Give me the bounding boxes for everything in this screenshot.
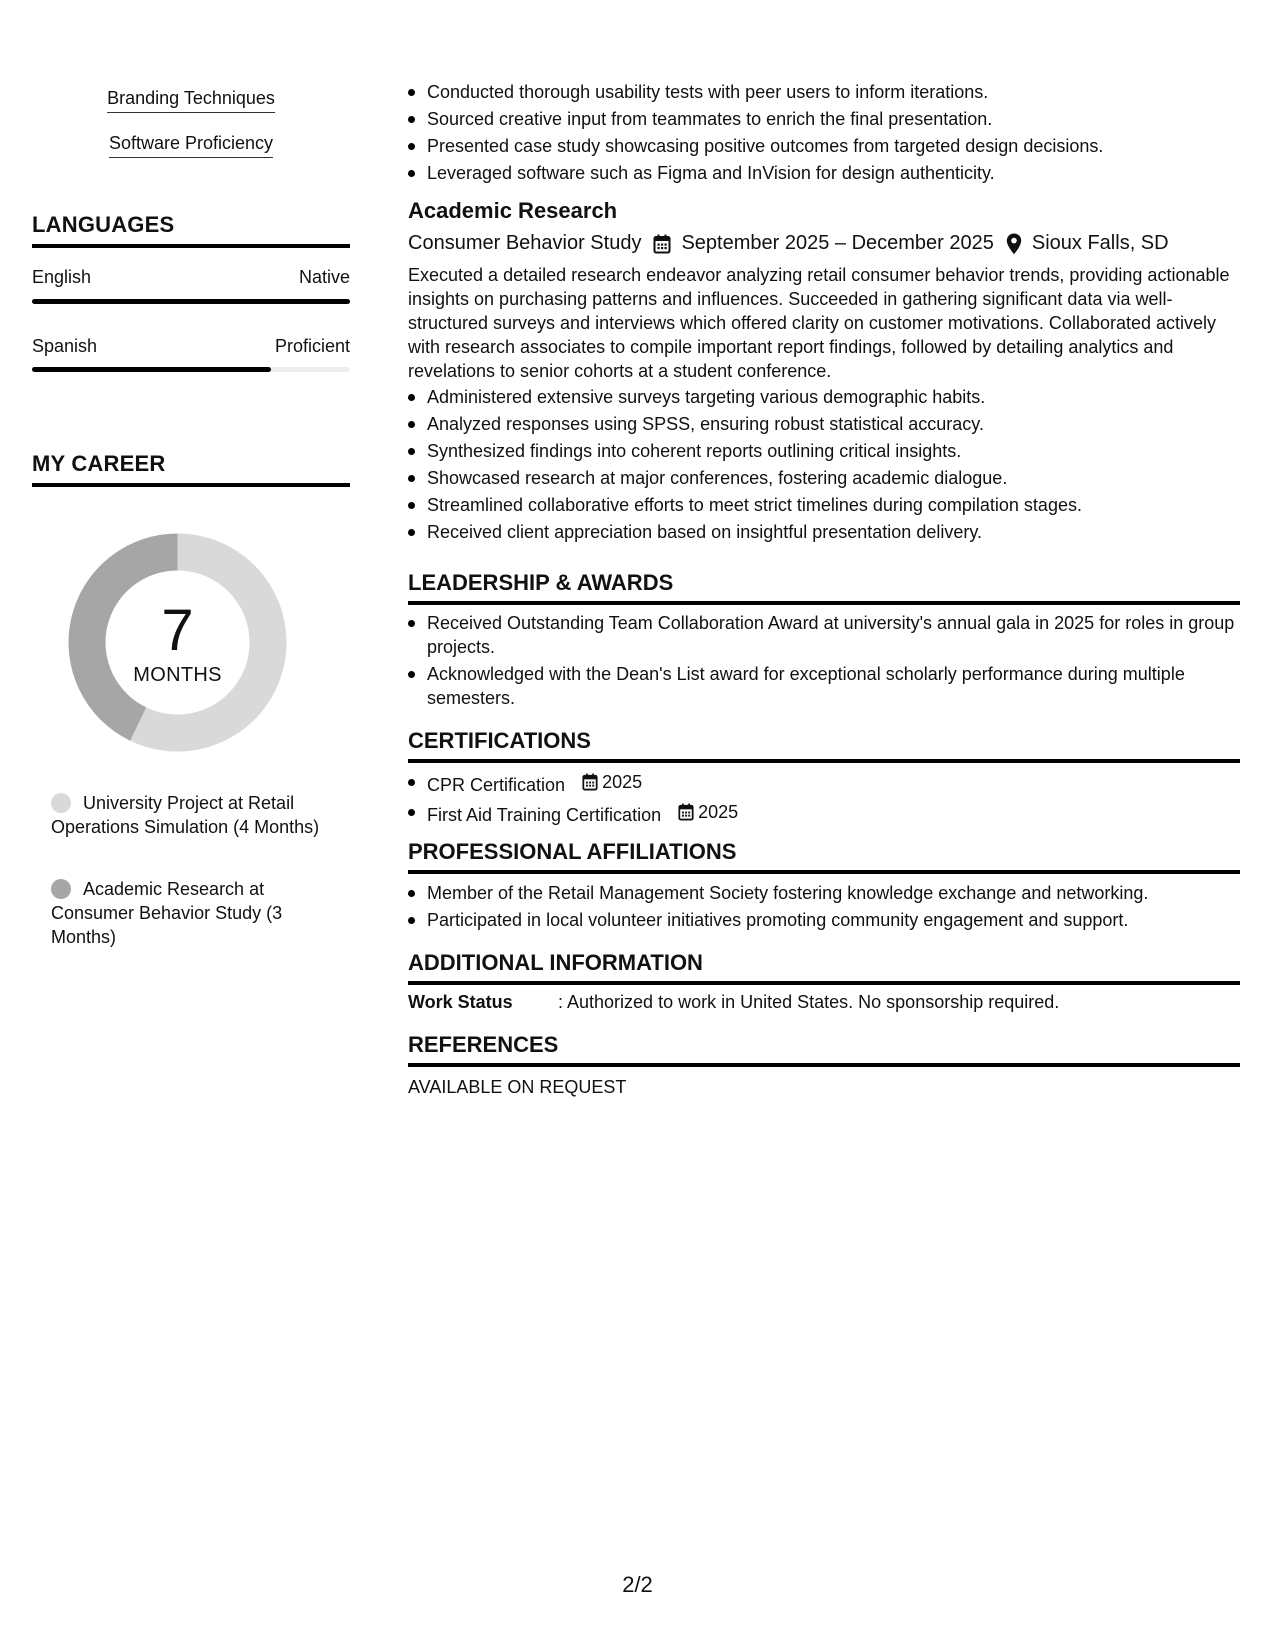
career-heading: MY CAREER [32,451,350,487]
references-text: AVAILABLE ON REQUEST [408,1077,627,1097]
legend-swatch [51,879,71,899]
languages-heading: LANGUAGES [32,212,350,248]
career-total: 7 [161,598,194,663]
list-item: Showcased research at major conferences, fostering academic dialogue. [427,466,1240,490]
language-row [32,336,350,357]
entry-title: Academic Research [408,198,618,223]
affiliations-section [408,881,1240,935]
language-bar [32,299,350,304]
list-item: Analyzed responses using SPSS, ensuring robust statistical accuracy. [427,412,1240,436]
additional-info-heading: ADDITIONAL INFORMATION [408,950,1240,985]
bullet-list [408,80,1240,185]
list-item: Member of the Retail Management Society fostering knowledge exchange and networking. [427,881,1240,905]
language-name: English [32,267,92,287]
list-item: Administered extensive surveys targeting various demographic habits. [427,385,1240,409]
language-name: Spanish [32,336,98,356]
cert-name: First Aid Training Certification [427,805,662,825]
legend-label: Academic Research at Consumer Behavior Study (3 Months) [51,879,283,947]
location-pin-icon [1006,233,1022,255]
work-status-label: Work Status [408,992,513,1012]
entry-location: Sioux Falls, SD [1031,232,1169,254]
cert-year: 2025 [602,772,643,792]
references-heading: REFERENCES [408,1032,1240,1067]
leadership-heading: LEADERSHIP & AWARDS [408,570,1240,605]
list-item: Acknowledged with the Dean's List award for exceptional scholarly performance during multiple semesters. [427,662,1240,710]
skill-tag: Software Proficiency [109,133,273,158]
bullet-list [408,881,1240,932]
leadership-section [408,611,1240,713]
legend-label: University Project at Retail Operations Simulation (4 Months) [51,793,320,837]
skill-tag: Branding Techniques [107,88,275,113]
list-item: Synthesized findings into coherent reports outlining critical insights. [427,439,1240,463]
list-item: Presented case study showcasing positive outcomes from targeted design decisions. [427,134,1240,158]
list-item: Sourced creative input from teammates to enrich the final presentation. [427,107,1240,131]
entry-description: Executed a detailed research endeavor analyzing retail consumer behavior trends, providing actionable insights on purchasing patterns and influences. Succeeded in gathering significant data via well-structured surveys and interviews which offered clarity on customer motivations. Collaborated actively with research associates to compile important report findings, followed by detailing analytics and revelations to senior cohorts at a student conference. [408,265,1230,381]
language-bar [32,367,350,372]
career-unit: MONTHS [133,664,222,686]
language-level: Proficient [274,336,350,356]
research-entry [408,198,1240,547]
page-number: 2/2 [622,1572,653,1597]
language-bar-fill [32,299,350,304]
affiliations-heading: PROFESSIONAL AFFILIATIONS [408,839,1240,874]
cert-name: CPR Certification [427,775,566,795]
list-item: Received client appreciation based on insightful presentation delivery. [427,520,1240,544]
entry-subtitle: Consumer Behavior Study [408,232,642,254]
entry-dates: September 2025 – December 2025 [681,232,994,254]
experience-bullets [408,80,1240,188]
language-bar-fill [32,367,271,372]
calendar-icon [653,234,671,254]
certifications-heading: CERTIFICATIONS [408,728,1240,763]
calendar-icon [678,803,694,821]
career-legend-item [51,791,321,839]
list-item [427,770,1240,797]
list-item: Received Outstanding Team Collaboration Award at university's annual gala in 2025 for roles in group projects. [427,611,1240,659]
language-level: Native [298,267,350,287]
list-item: Streamlined collaborative efforts to meet strict timelines during compilation stages. [427,493,1240,517]
language-row [32,267,350,288]
work-status-value: : Authorized to work in United States. No sponsorship required. [558,992,1060,1012]
bullet-list [408,611,1240,710]
career-donut-chart [65,530,290,755]
list-item: Leveraged software such as Figma and InVision for design authenticity. [427,161,1240,185]
career-legend-item [51,877,321,949]
entry-meta [408,232,1240,255]
cert-year: 2025 [698,802,739,822]
list-item: Conducted thorough usability tests with peer users to inform iterations. [427,80,1240,104]
calendar-icon [582,773,598,791]
bullet-list [408,770,1240,827]
legend-swatch [51,793,71,813]
certifications-section [408,770,1240,830]
work-status-row [408,992,1240,1013]
list-item: Participated in local volunteer initiatives promoting community engagement and support. [427,908,1240,932]
list-item [427,800,1240,827]
bullet-list [408,385,1240,544]
